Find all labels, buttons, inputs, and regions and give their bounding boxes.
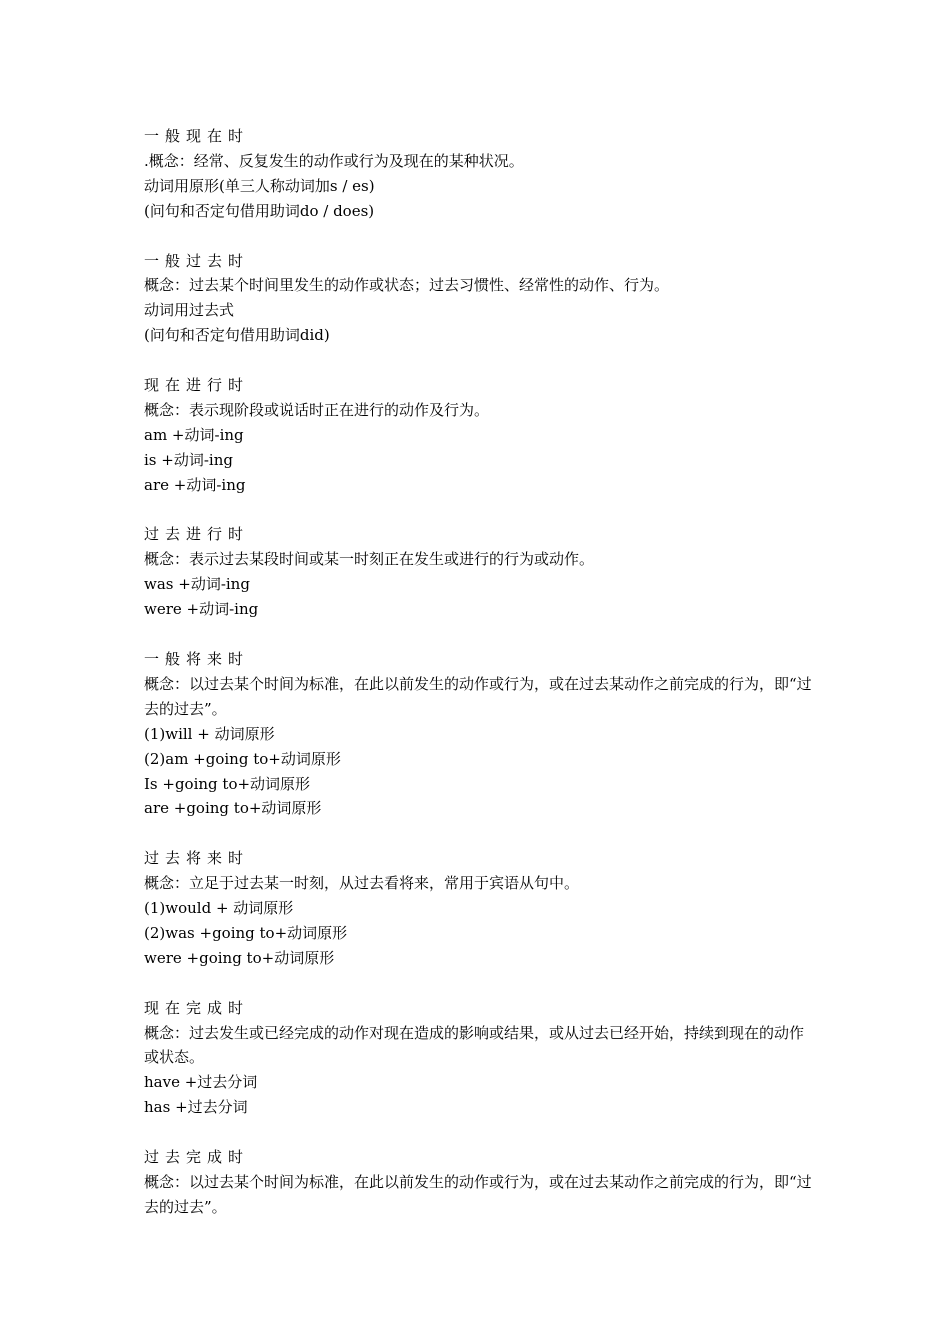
text-line: (1)will + 动词原形 xyxy=(144,724,275,743)
spacer xyxy=(144,348,812,373)
text-line: Is +going to+动词原形 xyxy=(144,774,311,793)
spacer xyxy=(144,971,812,996)
text-line: were +动词-ing xyxy=(144,600,259,619)
section-title: 一般现在时 xyxy=(144,127,250,145)
text-line: are +动词-ing xyxy=(144,475,246,494)
section-title: 一般过去时 xyxy=(144,251,250,270)
text-line: (问句和否定句借用助词did) xyxy=(144,326,330,345)
section-past-continuous xyxy=(144,522,812,622)
section-title: 一般将来时 xyxy=(144,649,250,668)
spacer xyxy=(144,498,812,523)
text-line: 概念：表示现阶段或说话时正在进行的动作及行为。 xyxy=(144,400,490,419)
text-line: was +动词-ing xyxy=(144,575,250,594)
text-line: (问句和否定句借用助词do / does) xyxy=(144,201,375,220)
section-title: 现在完成时 xyxy=(144,998,250,1017)
section-title: 过去将来时 xyxy=(144,849,250,868)
section-present-perfect xyxy=(144,996,812,1121)
spacer xyxy=(144,224,812,249)
text-line: 概念：过去某个时间里发生的动作或状态；过去习惯性、经常性的动作、行为。 xyxy=(144,276,670,295)
text-line: 概念：以过去某个时间为标准，在此以前发生的动作或行为，或在过去某动作之前完成的行为，即“过去的过去”。 xyxy=(144,674,812,718)
spacer xyxy=(144,821,812,846)
text-line: have +过去分词 xyxy=(144,1073,258,1092)
text-line: .概念：经常、反复发生的动作或行为及现在的某种状况。 xyxy=(144,151,524,170)
text-line: 动词用过去式 xyxy=(144,301,235,320)
section-title: 过去进行时 xyxy=(144,525,250,544)
text-line: is +动词-ing xyxy=(144,450,233,469)
section-title: 现在进行时 xyxy=(144,376,250,395)
text-line: 概念：以过去某个时间为标准，在此以前发生的动作或行为，或在过去某动作之前完成的行为，即“过去的过去”。 xyxy=(144,1172,812,1216)
section-simple-present xyxy=(144,124,812,224)
spacer xyxy=(144,1120,812,1145)
text-line: (2)was +going to+动词原形 xyxy=(144,923,348,942)
section-simple-future xyxy=(144,647,812,821)
text-line: (1)would + 动词原形 xyxy=(144,899,294,918)
text-line: 概念：立足于过去某一时刻，从过去看将来，常用于宾语从句中。 xyxy=(144,874,580,893)
text-line: 概念：过去发生或已经完成的动作对现在造成的影响或结果，或从过去已经开始，持续到现在的动作或状态。 xyxy=(144,1023,805,1067)
document-page xyxy=(144,124,812,1220)
text-line: (2)am +going to+动词原形 xyxy=(144,749,341,768)
text-line: were +going to+动词原形 xyxy=(144,948,335,967)
section-past-future xyxy=(144,846,812,971)
section-title: 过去完成时 xyxy=(144,1148,250,1167)
section-past-perfect xyxy=(144,1145,812,1220)
text-line: has +过去分词 xyxy=(144,1098,248,1117)
text-line: 概念：表示过去某段时间或某一时刻正在发生或进行的行为或动作。 xyxy=(144,550,595,569)
spacer xyxy=(144,622,812,647)
text-line: 动词用原形(单三人称动词加s / es) xyxy=(144,176,375,195)
text-line: are +going to+动词原形 xyxy=(144,799,322,818)
text-line: am +动词-ing xyxy=(144,425,244,444)
section-present-continuous xyxy=(144,373,812,498)
section-simple-past xyxy=(144,249,812,349)
